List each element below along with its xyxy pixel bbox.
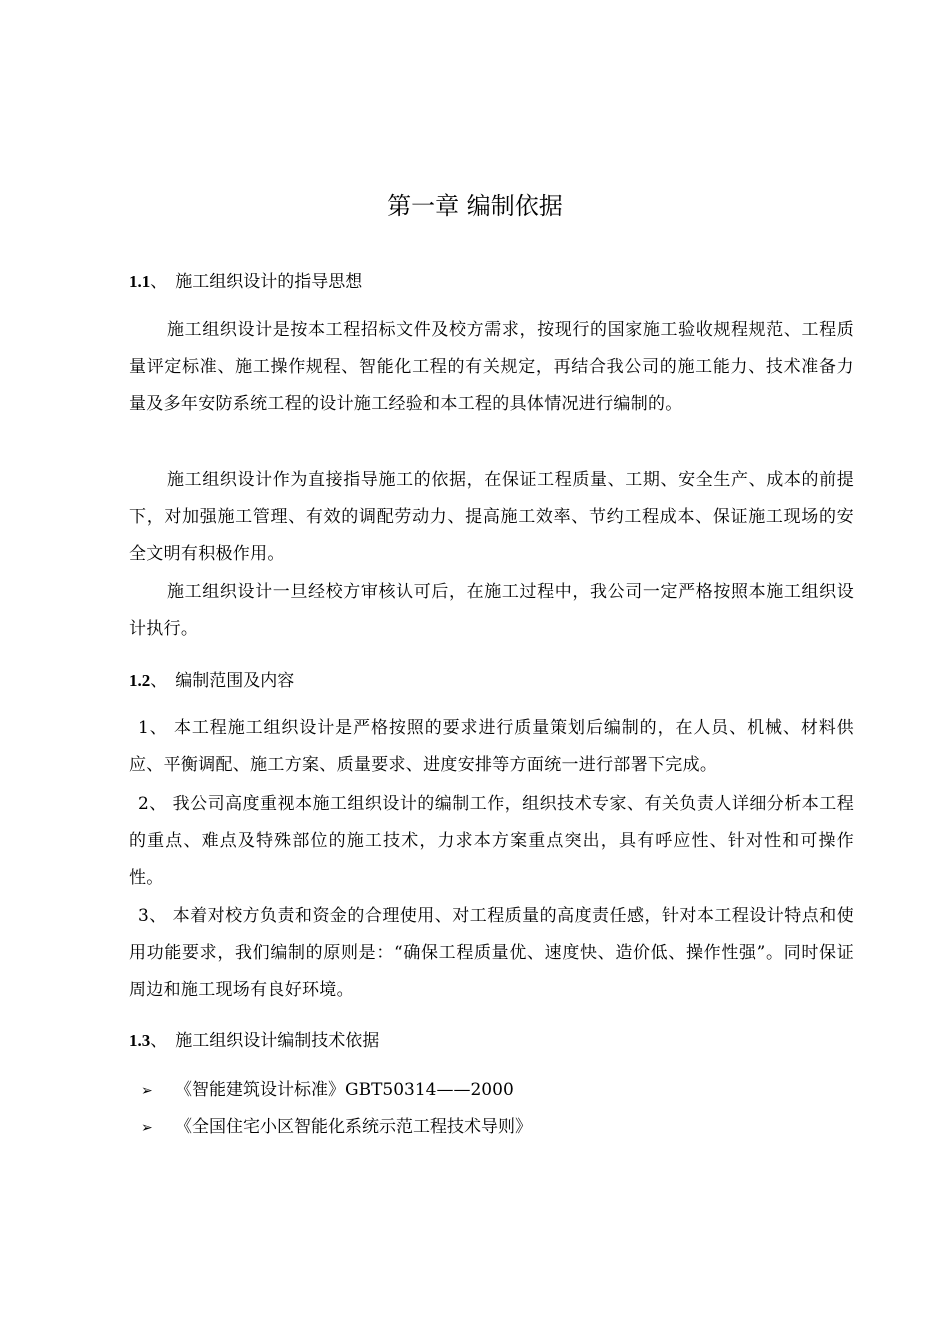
list-item bbox=[141, 1076, 514, 1105]
list-item-text: 《全国住宅小区智能化系统示范工程技术导则》 bbox=[175, 1117, 532, 1137]
list-paragraph: 3、 本着对校方负责和资金的合理使用、对工程质量的高度责任感，针对本工程设计特点和使用功能要求，我们编制的原则是：“确保工程质量优、速度快、造价低、操作性强”。同时保证周边和施工现场有良好环境。 bbox=[129, 906, 854, 1000]
paragraph: 施工组织设计作为直接指导施工的依据，在保证工程质量、工期、安全生产、成本的前提下，对加强施工管理、有效的调配劳动力、提高施工效率、节约工程成本、保证施工现场的安全文明有积极作用。 bbox=[129, 470, 854, 564]
arrow-bullet-icon: ➢ bbox=[141, 1083, 153, 1099]
chapter-title: 第一章 编制依据 bbox=[387, 192, 563, 220]
arrow-bullet-icon: ➢ bbox=[141, 1120, 153, 1136]
list-paragraph: 2、 我公司高度重视本施工组织设计的编制工作，组织技术专家、有关负责人详细分析本工程的重点、难点及特殊部位的施工技术，力求本方案重点突出，具有呼应性、针对性和可操作性。 bbox=[129, 794, 854, 888]
section-heading-1-3 bbox=[129, 1027, 379, 1055]
list-item bbox=[141, 1113, 532, 1142]
list-item-text: 《智能建筑设计标准》GBT50314——2000 bbox=[175, 1080, 514, 1100]
paragraph: 施工组织设计一旦经校方审核认可后，在施工过程中，我公司一定严格按照本施工组织设计执行。 bbox=[129, 582, 854, 639]
section-separator: 、 bbox=[150, 671, 168, 691]
section-title: 编制范围及内容 bbox=[175, 671, 295, 691]
section-title: 施工组织设计的指导思想 bbox=[175, 272, 363, 292]
section-separator: 、 bbox=[150, 1031, 168, 1051]
section-separator: 、 bbox=[150, 272, 168, 292]
section-number: 1.1 bbox=[129, 272, 151, 291]
section-heading-1-2 bbox=[129, 667, 294, 695]
section-title: 施工组织设计编制技术依据 bbox=[175, 1031, 380, 1051]
section-number: 1.3 bbox=[129, 1031, 151, 1050]
section-heading-1-1 bbox=[129, 268, 362, 296]
paragraph: 施工组织设计是按本工程招标文件及校方需求，按现行的国家施工验收规程规范、工程质量评定标准、施工操作规程、智能化工程的有关规定，再结合我公司的施工能力、技术准备力量及多年安防系统工程的设计施工经验和本工程的具体情况进行编制的。 bbox=[129, 320, 854, 414]
list-paragraph: 1、 本工程施工组织设计是严格按照的要求进行质量策划后编制的，在人员、机械、材料供应、平衡调配、施工方案、质量要求、进度安排等方面统一进行部署下完成。 bbox=[129, 718, 854, 775]
section-number: 1.2 bbox=[129, 671, 151, 690]
